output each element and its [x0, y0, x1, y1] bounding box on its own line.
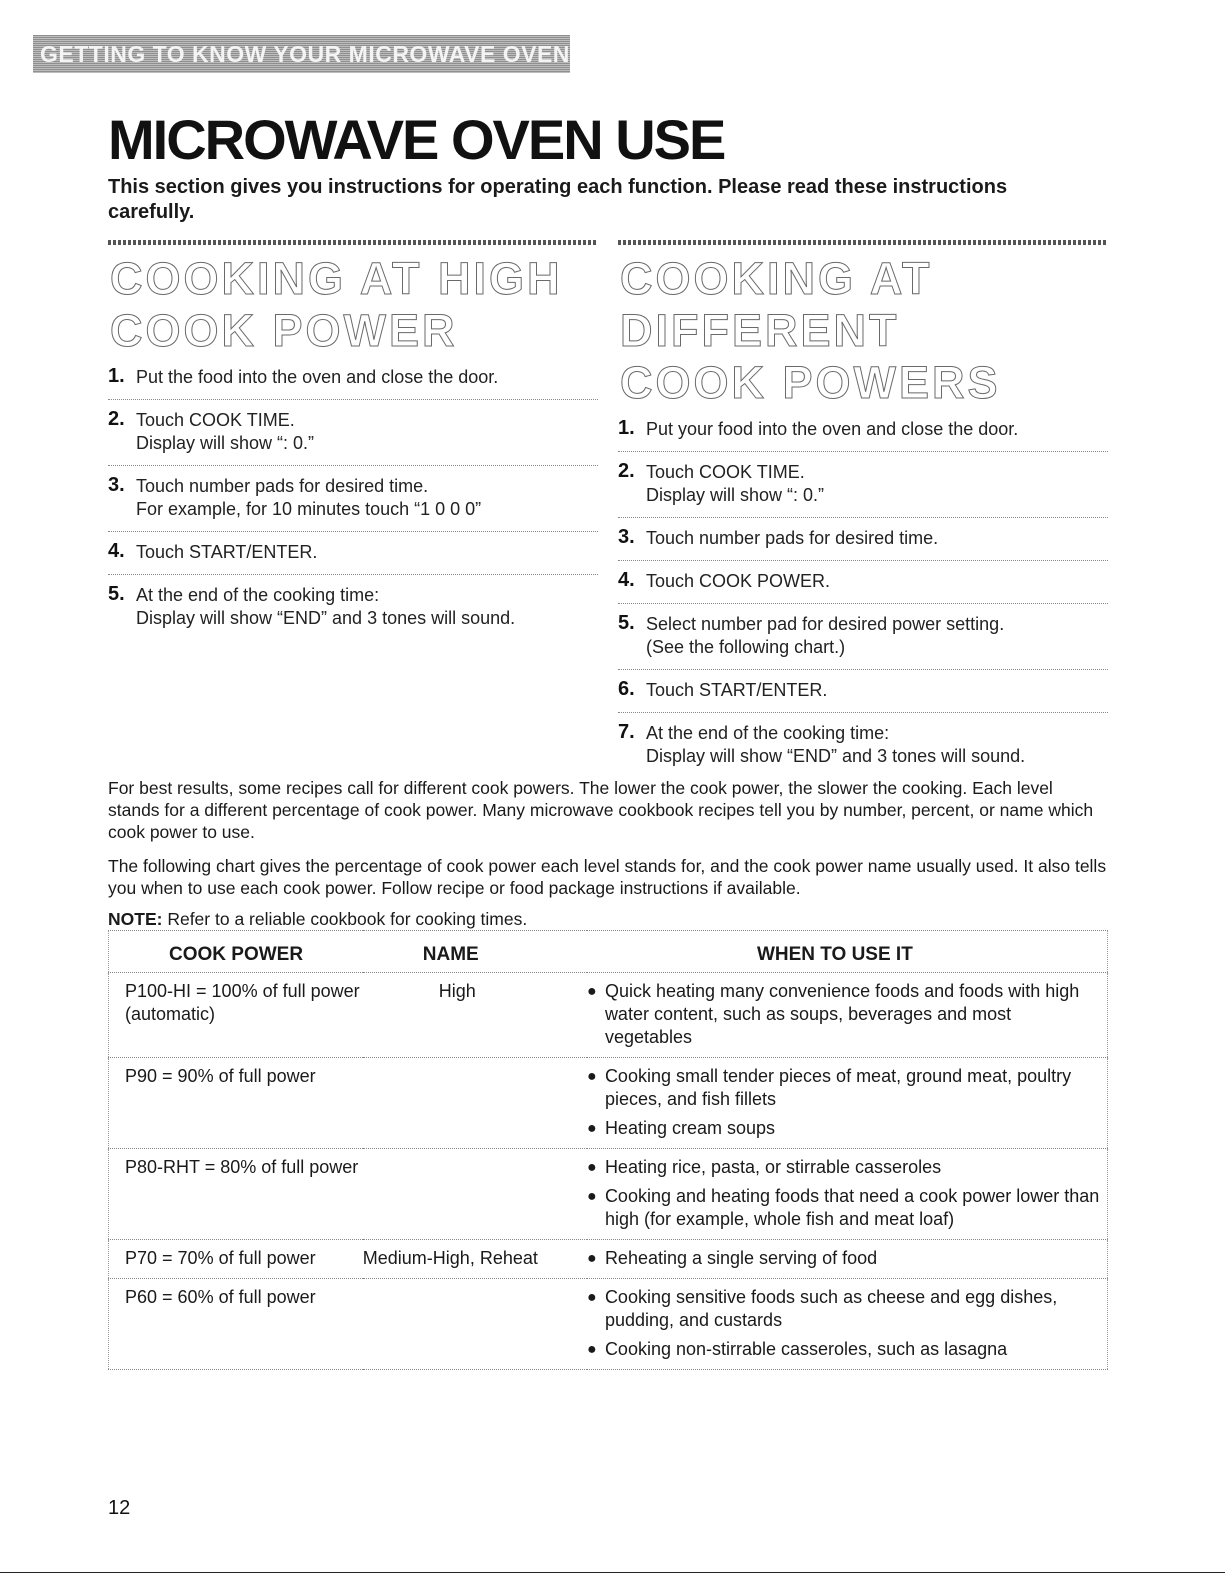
- page-title: MICROWAVE OVEN USE: [108, 108, 725, 171]
- use-item: ● Cooking sensitive foods such as cheese and egg dishes, pudding, and custards: [587, 1286, 1101, 1332]
- different-powers-section: [618, 240, 1108, 778]
- step-text: Select number pad for desired power setting.: [646, 614, 1005, 634]
- step-subtext: Display will show “END” and 3 tones will sound.: [646, 746, 1026, 766]
- bottom-rule: [0, 1572, 1225, 1573]
- note-label: NOTE:: [108, 909, 163, 929]
- note-paragraph: [108, 908, 1108, 930]
- step-subtext: Display will show “: 0.”: [136, 433, 315, 453]
- uses-cell: [587, 1279, 1108, 1370]
- section-divider: [108, 240, 598, 245]
- step-number: 5.: [618, 612, 635, 634]
- high-power-heading: COOKING AT HIGH COOK POWER: [110, 253, 563, 356]
- use-item: ● Reheating a single serving of food: [587, 1247, 1101, 1270]
- uses-cell: [587, 1240, 1108, 1279]
- name-cell: [363, 1149, 587, 1240]
- power-cell: P100-HI = 100% of full power (automatic): [125, 981, 360, 1024]
- use-item: ● Quick heating many convenience foods and foods with high water content, such as soups, beverages and most vegetables: [587, 980, 1101, 1049]
- step-text: Touch COOK TIME.: [646, 462, 805, 482]
- name-cell: [363, 1058, 587, 1149]
- section-divider: [618, 240, 1108, 245]
- name-cell: [363, 1279, 587, 1370]
- power-cell: P60 = 60% of full power: [125, 1287, 316, 1307]
- step-text: Touch number pads for desired time.: [646, 528, 939, 548]
- step-item: [618, 518, 1108, 561]
- step-item: [108, 532, 598, 575]
- step-item: [618, 561, 1108, 604]
- page-number: 12: [108, 1497, 131, 1519]
- step-subtext: Display will show “: 0.”: [646, 485, 825, 505]
- column-header: COOK POWER: [169, 944, 304, 965]
- uses-cell: [587, 1149, 1108, 1240]
- step-text: At the end of the cooking time:: [136, 585, 380, 605]
- uses-cell: [587, 973, 1108, 1058]
- step-subtext: (See the following chart.): [646, 637, 846, 657]
- high-power-section: [108, 240, 598, 640]
- table-row: [109, 1058, 1108, 1149]
- step-number: 4.: [108, 540, 125, 562]
- step-text: Put the food into the oven and close the door.: [136, 367, 499, 387]
- power-cell: P80-RHT = 80% of full power: [125, 1157, 359, 1177]
- use-item: ● Heating rice, pasta, or stirrable casseroles: [587, 1156, 1101, 1179]
- use-item: ● Cooking and heating foods that need a cook power lower than high (for example, whole fish and meat loaf): [587, 1185, 1101, 1231]
- section-banner-label: GETTING TO KNOW YOUR MICROWAVE OVEN: [40, 41, 570, 67]
- column-header: NAME: [422, 944, 479, 965]
- step-number: 7.: [618, 721, 635, 743]
- step-subtext: Display will show “END” and 3 tones will sound.: [136, 608, 516, 628]
- name-cell: Medium-High, Reheat: [362, 1248, 538, 1268]
- use-item: ● Cooking small tender pieces of meat, ground meat, poultry pieces, and fish fillets: [587, 1065, 1101, 1111]
- step-number: 1.: [618, 417, 635, 439]
- step-item: [108, 400, 598, 466]
- body-paragraph: The following chart gives the percentage of cook power each level stands for, and the cook power name usually used. It also tells you when to use each cook power. Follow recipe or food package instructions if available.: [108, 856, 1107, 898]
- table-row: [109, 1279, 1108, 1370]
- step-number: 1.: [108, 365, 125, 387]
- table-header-row: [109, 931, 1108, 973]
- step-text: Touch COOK POWER.: [646, 571, 831, 591]
- step-number: 2.: [108, 408, 125, 430]
- body-paragraph: For best results, some recipes call for different cook powers. The lower the cook power, the slower the cooking. Each level stands for a different percentage of cook power. Many microwave cookbook recipes tell you by number, percent, or name which cook power to use.: [108, 778, 1094, 842]
- different-powers-heading: COOKING AT DIFFERENT COOK POWERS: [620, 253, 1001, 408]
- intro-text: This section gives you instructions for operating each function. Please read these instructions carefully.: [108, 176, 1008, 223]
- step-text: At the end of the cooking time:: [646, 723, 890, 743]
- uses-cell: [587, 1058, 1108, 1149]
- step-text: Touch START/ENTER.: [646, 680, 828, 700]
- step-item: [618, 670, 1108, 713]
- step-number: 6.: [618, 678, 635, 700]
- use-item: ● Heating cream soups: [587, 1117, 1101, 1140]
- step-text: Put your food into the oven and close the door.: [646, 419, 1019, 439]
- name-cell: High: [438, 981, 476, 1001]
- cook-power-table: [108, 930, 1108, 1370]
- step-number: 3.: [108, 474, 125, 496]
- use-item: ● Cooking non-stirrable casseroles, such as lasagna: [587, 1338, 1101, 1361]
- table-row: [109, 973, 1108, 1058]
- step-item: [618, 604, 1108, 670]
- note-text: Refer to a reliable cookbook for cooking times.: [167, 909, 528, 929]
- step-number: 2.: [618, 460, 635, 482]
- step-item: [108, 466, 598, 532]
- step-item: [108, 575, 598, 640]
- power-cell: P70 = 70% of full power: [125, 1248, 316, 1268]
- different-powers-steps: [618, 409, 1108, 778]
- step-text: Touch COOK TIME.: [136, 410, 295, 430]
- step-item: [618, 409, 1108, 452]
- step-item: [618, 713, 1108, 778]
- table-row: [109, 1240, 1108, 1279]
- step-number: 4.: [618, 569, 635, 591]
- step-item: [618, 452, 1108, 518]
- step-subtext: For example, for 10 minutes touch “1 0 0 0”: [136, 499, 482, 519]
- power-cell: P90 = 90% of full power: [125, 1066, 316, 1086]
- step-item: [108, 357, 598, 400]
- step-number: 3.: [618, 526, 635, 548]
- column-header: WHEN TO USE IT: [756, 944, 913, 965]
- step-text: Touch START/ENTER.: [136, 542, 318, 562]
- table-row: [109, 1149, 1108, 1240]
- high-power-steps: [108, 357, 598, 640]
- step-number: 5.: [108, 583, 125, 605]
- step-text: Touch number pads for desired time.: [136, 476, 429, 496]
